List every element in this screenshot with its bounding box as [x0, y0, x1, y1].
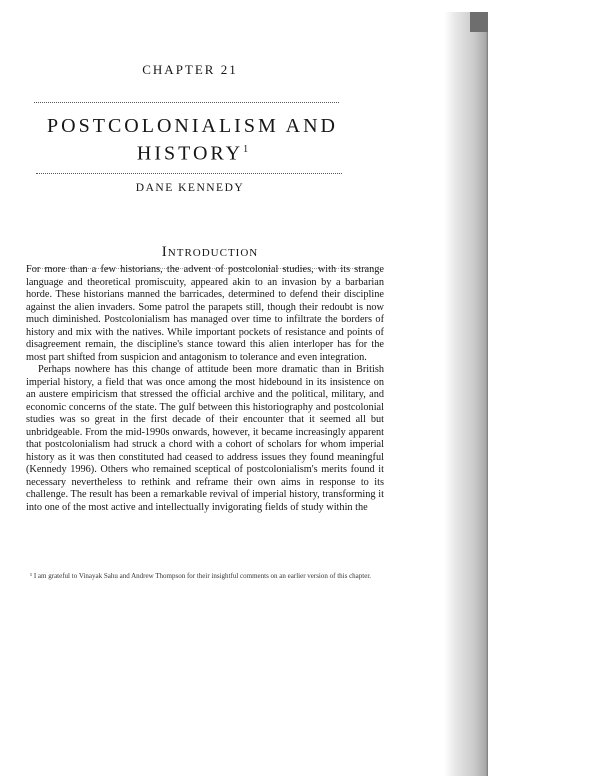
scan-binding-shadow	[444, 12, 488, 776]
section-heading: Introduction	[161, 244, 259, 260]
paragraph: Perhaps nowhere has this change of attitude been more dramatic than in British imperial history, a field that was once among the most hidebound in its insistence on an austere empiricism that stressed the official archive and the political, military, and economic concerns of the state. The gulf between this historiography and postcolonial studies was so great in the first decade of their encounter that it seemed all but unbridgeable. From the mid-1990s onwards, however, it became increasingly apparent that postcolonialism had struck a chord with a cohort of scholars for whom imperial history as it was then constituted had ceased to address issues they found meaningful (Kennedy 1996). Others who remained sceptical of postcolonialism's merits found it necessary nevertheless to rethink and reframe their own aims in response to its challenge. The result has been a remarkable revival of imperial history, transforming it into one of the most active and intellectually invigorating fields of study within the	[26, 364, 384, 513]
divider	[36, 173, 342, 174]
author-name: DANE KENNEDY	[135, 182, 245, 194]
paragraph: For more than a few historians, the advent of postcolonial studies, with its strange language and theoretical promiscuity, appeared akin to an invasion by a barbarian horde. These historians manned the barricades, determined to defend their discipline against the alien invaders. Some patrol the parapets still, though their redoubt is now much diminished. Postcolonialism has managed over time to infiltrate the borders of history and mix with the natives. While important pockets of resistance and points of disagreement remain, the discipline's stance toward this alien interloper has for the most part shifted from suspicion and antagonism to tolerance and even integration.	[26, 264, 384, 363]
title-line-2-text: HISTORY	[136, 142, 244, 165]
chapter-label: CHAPTER 21	[142, 62, 238, 77]
footnote: ¹ I am grateful to Vinayak Sahu and Andrew Thompson for their insightful comments on an earlier version of this chapter.	[30, 572, 372, 580]
title-line-1: POSTCOLONIALISM AND	[47, 115, 338, 137]
chapter-title	[40, 115, 345, 166]
scan-edge	[470, 12, 488, 32]
divider	[34, 102, 339, 103]
title-line-2	[40, 138, 345, 166]
title-footnote-mark: 1	[243, 144, 249, 155]
body-text	[26, 264, 384, 514]
